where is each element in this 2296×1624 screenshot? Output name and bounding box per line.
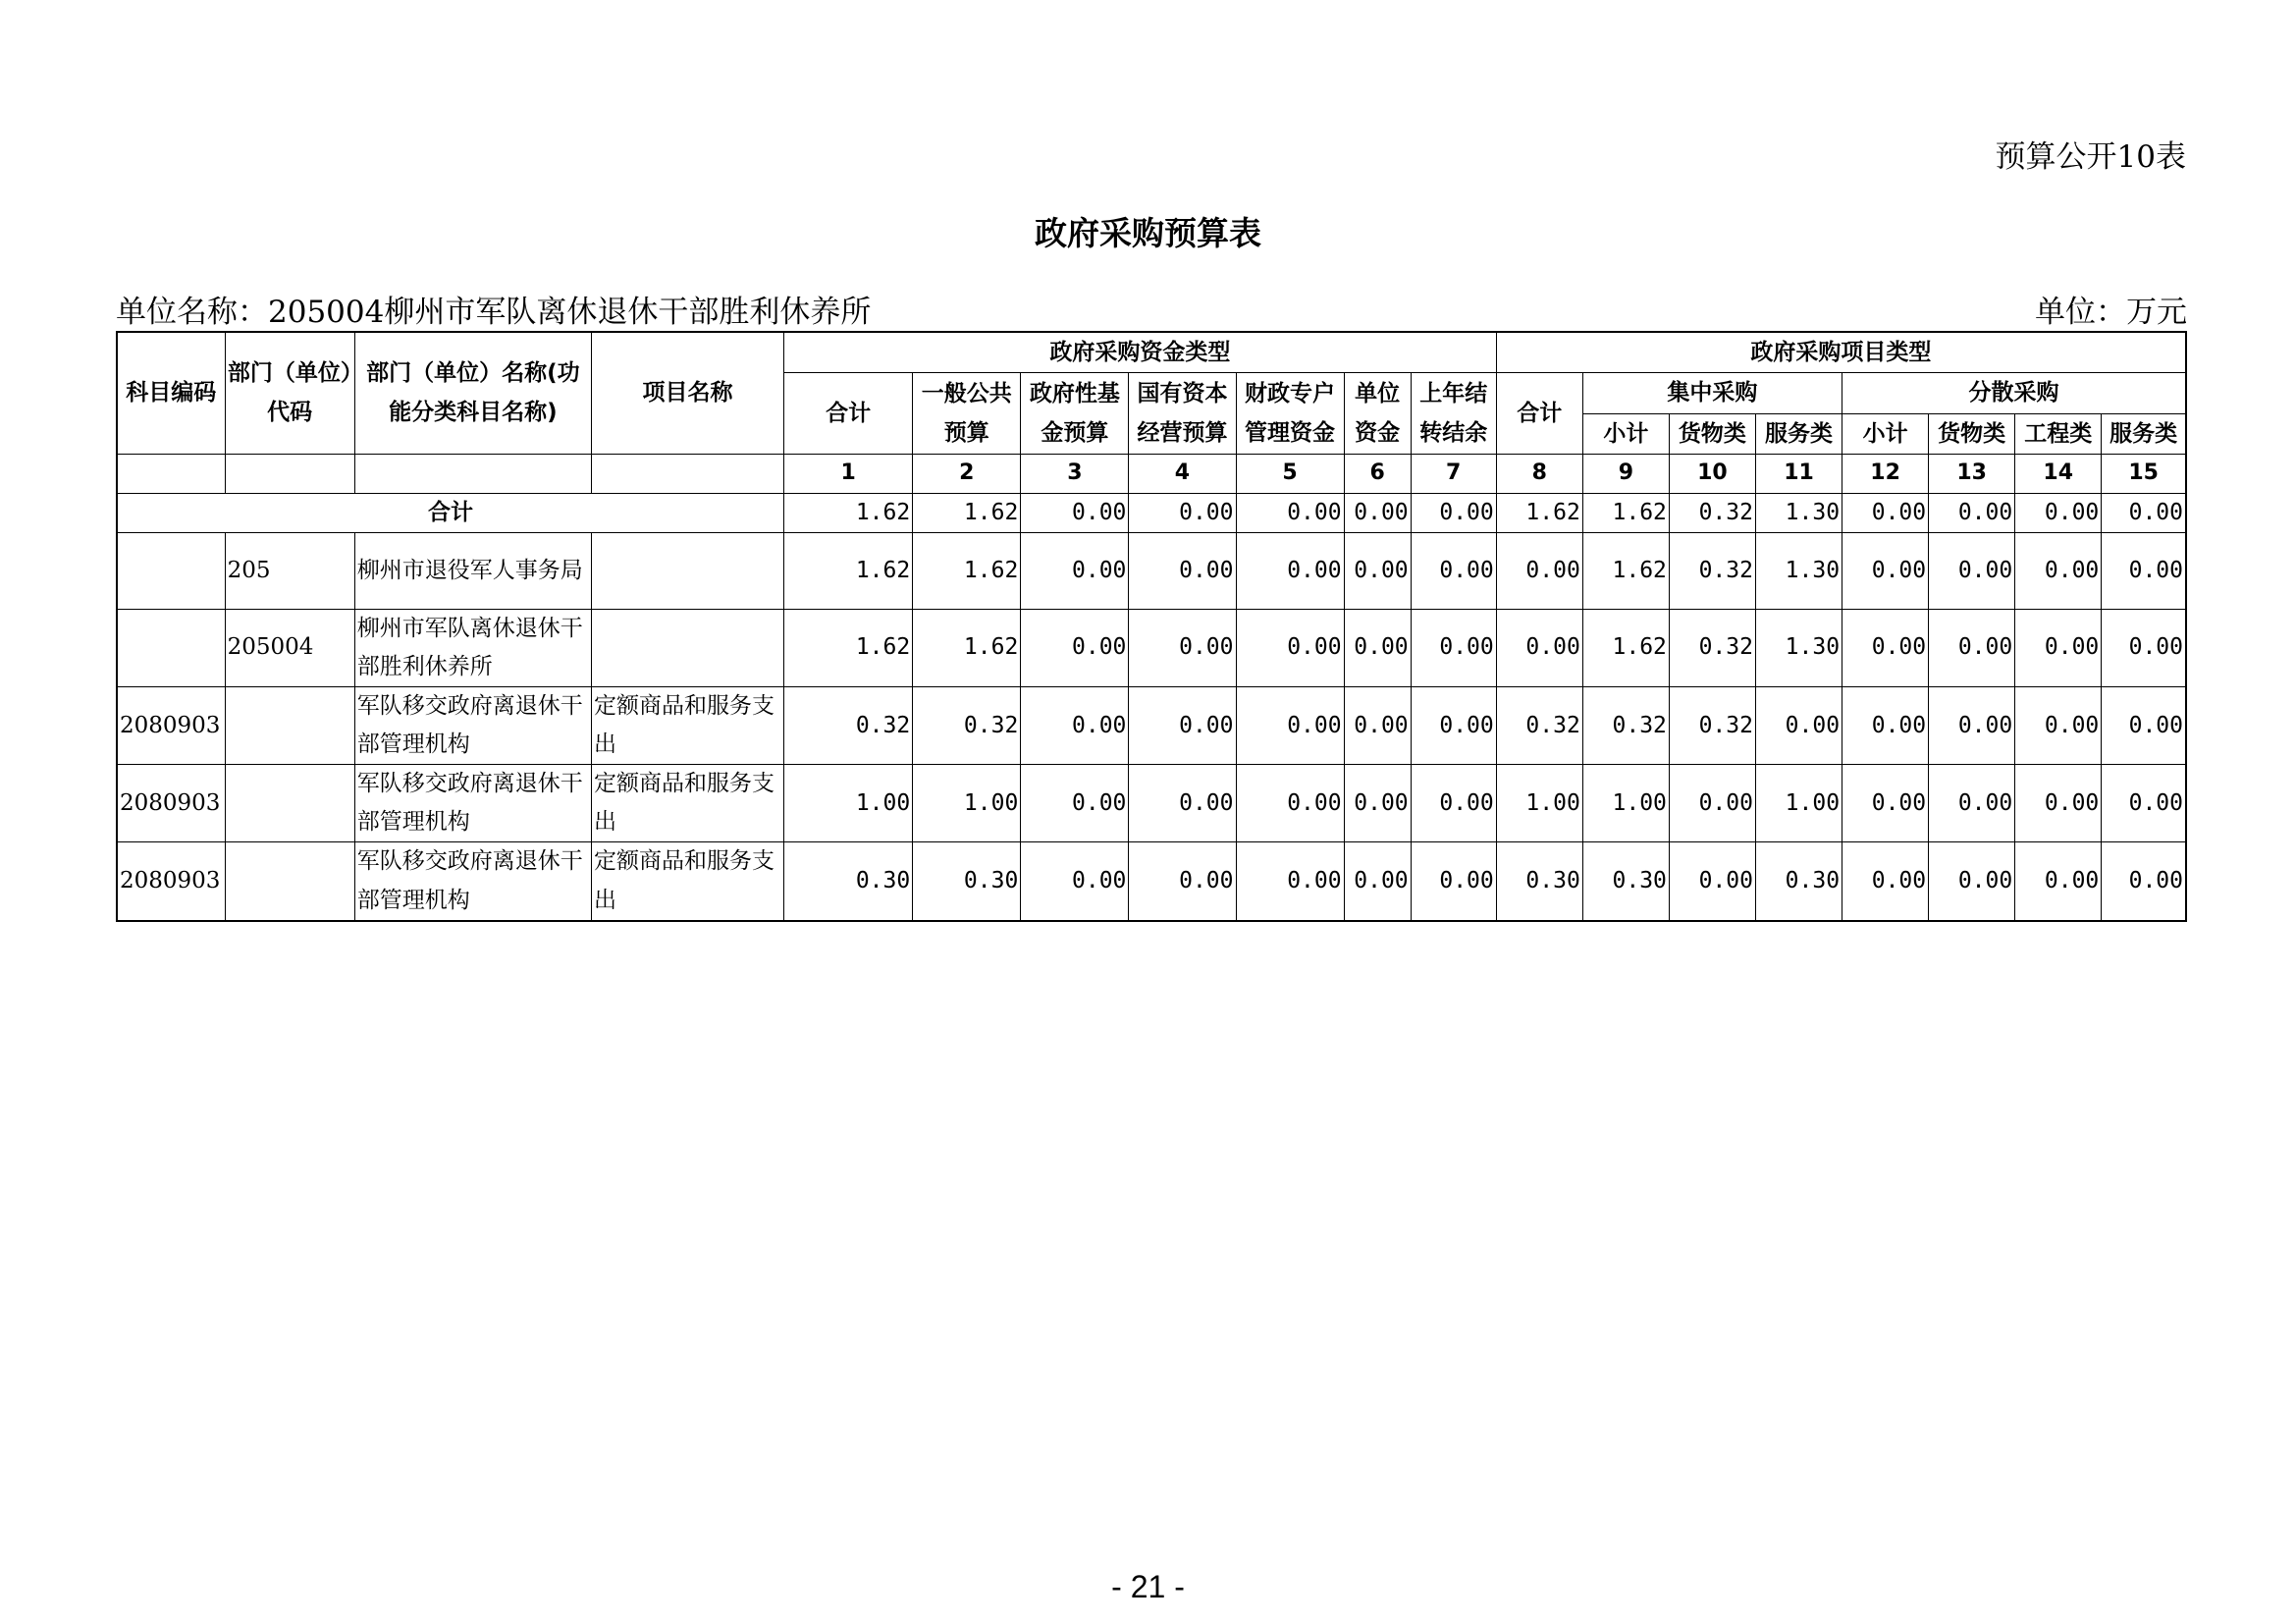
table-cell-value: 1.00	[1582, 765, 1669, 842]
page-title: 政府采购预算表	[1035, 214, 1261, 252]
table-cell-value: 0.32	[1496, 687, 1582, 765]
table-cell-value: 1.62	[784, 609, 913, 686]
table-cell-value: 0.00	[1236, 842, 1344, 921]
table-cell-value: 0.32	[1669, 493, 1755, 532]
header-project-name: 项目名称	[591, 332, 783, 454]
table-cell-value: 0.00	[1411, 493, 1496, 532]
table-cell-value: 0.00	[1129, 687, 1236, 765]
table-cell-value: 0.00	[1842, 609, 1929, 686]
header-dept-code: 部门（单位）代码	[225, 332, 354, 454]
table-cell-value: 0.00	[1929, 765, 2015, 842]
table-row	[117, 765, 2186, 842]
subject-code-cell: 2080903	[117, 842, 225, 921]
table-cell-value: 0.00	[1344, 493, 1411, 532]
column-number-blank	[354, 454, 591, 493]
table-cell-value: 0.00	[1496, 532, 1582, 609]
table-cell-value: 0.00	[1755, 687, 1842, 765]
table-cell-value: 0.00	[1929, 532, 2015, 609]
table-cell-value: 1.62	[913, 609, 1021, 686]
table-cell-value: 0.30	[1755, 842, 1842, 921]
column-number-blank	[591, 454, 783, 493]
table-cell-value: 0.00	[1236, 687, 1344, 765]
header-central-service: 服务类	[1755, 413, 1842, 454]
column-number: 10	[1669, 454, 1755, 493]
dept-code-cell	[225, 687, 354, 765]
column-number: 3	[1021, 454, 1129, 493]
table-cell-value: 1.00	[1496, 765, 1582, 842]
column-number-blank	[117, 454, 225, 493]
dept-code-cell: 205004	[225, 609, 354, 686]
subject-code-cell: 2080903	[117, 765, 225, 842]
table-cell-value: 0.00	[1344, 687, 1411, 765]
table-cell-value: 1.30	[1755, 493, 1842, 532]
table-cell-value: 1.00	[913, 765, 1021, 842]
table-cell-value: 0.00	[1411, 609, 1496, 686]
project-name-cell: 定额商品和服务支出	[591, 687, 783, 765]
table-cell-value: 0.00	[1129, 842, 1236, 921]
table-cell-value: 0.00	[1929, 609, 2015, 686]
column-number: 8	[1496, 454, 1582, 493]
table-cell-value: 0.00	[1929, 493, 2015, 532]
table-cell-value: 0.00	[1021, 842, 1129, 921]
column-number-row	[117, 454, 2186, 493]
dept-code-cell: 205	[225, 532, 354, 609]
table-cell-value: 1.62	[1582, 609, 1669, 686]
table-cell-value: 0.30	[784, 842, 913, 921]
table-cell-value: 0.00	[2102, 532, 2186, 609]
table-cell-value: 0.00	[1669, 842, 1755, 921]
table-cell-value: 0.00	[1929, 842, 2015, 921]
header-scattered-subtotal: 小计	[1842, 413, 1929, 454]
table-cell-value: 0.32	[913, 687, 1021, 765]
dept-name-cell: 柳州市军队离休退休干部胜利休养所	[354, 609, 591, 686]
table-cell-value: 0.00	[1129, 532, 1236, 609]
table-cell-value: 1.30	[1755, 532, 1842, 609]
table-cell-value: 1.00	[1755, 765, 1842, 842]
table-cell-value: 0.00	[1021, 609, 1129, 686]
table-cell-value: 1.30	[1755, 609, 1842, 686]
table-cell-value: 0.00	[1021, 532, 1129, 609]
table-cell-value: 1.62	[784, 532, 913, 609]
table-cell-value: 0.00	[2102, 493, 2186, 532]
header-carryover: 上年结转结余	[1411, 373, 1496, 455]
dept-name-cell: 军队移交政府离退休干部管理机构	[354, 765, 591, 842]
header-fund-total: 合计	[784, 373, 913, 455]
column-number: 14	[2015, 454, 2102, 493]
subject-code-cell: 2080903	[117, 687, 225, 765]
table-body	[117, 532, 2186, 920]
header-project-type-group: 政府采购项目类型	[1496, 332, 2186, 373]
column-number: 11	[1755, 454, 1842, 493]
table-cell-value: 0.32	[784, 687, 913, 765]
table-cell-value: 1.62	[913, 493, 1021, 532]
subject-code-cell	[117, 532, 225, 609]
header-state-capital-budget: 国有资本经营预算	[1129, 373, 1236, 455]
table-cell-value: 0.00	[1236, 609, 1344, 686]
table-cell-value: 0.00	[1236, 765, 1344, 842]
table-cell-value: 0.00	[1129, 493, 1236, 532]
table-cell-value: 0.00	[1411, 532, 1496, 609]
header-subject-code: 科目编码	[117, 332, 225, 454]
procurement-budget-table	[116, 331, 2187, 922]
subject-code-cell	[117, 609, 225, 686]
table-number-label: 预算公开10表	[1995, 139, 2186, 175]
table-cell-value: 0.00	[1236, 532, 1344, 609]
table-cell-value: 0.00	[2015, 493, 2102, 532]
dept-name-cell: 柳州市退役军人事务局	[354, 532, 591, 609]
dept-code-cell	[225, 842, 354, 921]
table-row	[117, 532, 2186, 609]
column-number: 1	[784, 454, 913, 493]
table-cell-value: 0.00	[2015, 687, 2102, 765]
header-unit-fund: 单位资金	[1344, 373, 1411, 455]
header-type-total: 合计	[1496, 373, 1582, 455]
table-total-row	[117, 493, 2186, 532]
project-name-cell: 定额商品和服务支出	[591, 842, 783, 921]
table-cell-value: 1.62	[1496, 493, 1582, 532]
table-cell-value: 0.32	[1669, 532, 1755, 609]
table-cell-value: 0.00	[1411, 765, 1496, 842]
dept-name-cell: 军队移交政府离退休干部管理机构	[354, 687, 591, 765]
header-fund-type-group: 政府采购资金类型	[784, 332, 1497, 373]
table-cell-value: 1.62	[784, 493, 913, 532]
table-cell-value: 0.00	[2102, 765, 2186, 842]
table-cell-value: 0.00	[1669, 765, 1755, 842]
column-number: 4	[1129, 454, 1236, 493]
project-name-cell: 定额商品和服务支出	[591, 765, 783, 842]
column-number: 5	[1236, 454, 1344, 493]
header-scattered-engineering: 工程类	[2015, 413, 2102, 454]
table-cell-value: 0.00	[1411, 687, 1496, 765]
table-cell-value: 1.62	[1582, 532, 1669, 609]
table-row	[117, 609, 2186, 686]
header-central-goods: 货物类	[1669, 413, 1755, 454]
header-gov-fund-budget: 政府性基金预算	[1021, 373, 1129, 455]
table-cell-value: 0.00	[1842, 532, 1929, 609]
table-cell-value: 0.00	[1842, 493, 1929, 532]
table-cell-value: 1.62	[913, 532, 1021, 609]
table-cell-value: 0.00	[1021, 765, 1129, 842]
table-cell-value: 0.00	[2102, 609, 2186, 686]
table-cell-value: 0.00	[1344, 765, 1411, 842]
column-number: 13	[1929, 454, 2015, 493]
column-number: 15	[2102, 454, 2186, 493]
table-cell-value: 0.00	[1842, 687, 1929, 765]
table-cell-value: 0.30	[1582, 842, 1669, 921]
table-cell-value: 0.32	[1582, 687, 1669, 765]
table-cell-value: 0.30	[913, 842, 1021, 921]
table-row	[117, 687, 2186, 765]
table-cell-value: 0.00	[2015, 765, 2102, 842]
header-dept-name: 部门（单位）名称(功能分类科目名称)	[354, 332, 591, 454]
table-cell-value: 1.00	[784, 765, 913, 842]
table-cell-value: 0.32	[1669, 687, 1755, 765]
table-cell-value: 0.00	[1021, 493, 1129, 532]
column-number: 2	[913, 454, 1021, 493]
table-cell-value: 0.00	[2102, 687, 2186, 765]
column-number: 12	[1842, 454, 1929, 493]
column-number: 7	[1411, 454, 1496, 493]
table-cell-value: 0.00	[1842, 842, 1929, 921]
table-cell-value: 0.00	[2015, 532, 2102, 609]
table-cell-value: 0.00	[1129, 765, 1236, 842]
column-number: 9	[1582, 454, 1669, 493]
table-cell-value: 0.00	[1021, 687, 1129, 765]
table-cell-value: 0.00	[1344, 609, 1411, 686]
header-central-group: 集中采购	[1582, 373, 1842, 413]
project-name-cell	[591, 609, 783, 686]
table-row	[117, 842, 2186, 921]
header-special-fund: 财政专户管理资金	[1236, 373, 1344, 455]
table-cell-value: 0.00	[2015, 842, 2102, 921]
header-general-budget: 一般公共预算	[913, 373, 1021, 455]
dept-code-cell	[225, 765, 354, 842]
header-scattered-service: 服务类	[2102, 413, 2186, 454]
header-central-subtotal: 小计	[1582, 413, 1669, 454]
project-name-cell	[591, 532, 783, 609]
table-cell-value: 0.00	[2102, 842, 2186, 921]
unit-name-label: 单位名称：205004柳州市军队离休退休干部胜利休养所	[116, 295, 872, 330]
table-cell-value: 0.00	[1411, 842, 1496, 921]
dept-name-cell: 军队移交政府离退休干部管理机构	[354, 842, 591, 921]
total-row-label: 合计	[117, 493, 784, 532]
table-cell-value: 0.00	[1842, 765, 1929, 842]
table-cell-value: 1.62	[1582, 493, 1669, 532]
header-scattered-group: 分散采购	[1842, 373, 2186, 413]
column-number: 6	[1344, 454, 1411, 493]
table-cell-value: 0.00	[1236, 493, 1344, 532]
table-cell-value: 0.00	[1929, 687, 2015, 765]
table-cell-value: 0.00	[2015, 609, 2102, 686]
currency-unit-label: 单位：万元	[2035, 295, 2187, 330]
table-cell-value: 0.00	[1496, 609, 1582, 686]
page-number: - 21 -	[1111, 1569, 1185, 1604]
column-number-blank	[225, 454, 354, 493]
table-cell-value: 0.30	[1496, 842, 1582, 921]
table-cell-value: 0.32	[1669, 609, 1755, 686]
table-cell-value: 0.00	[1344, 842, 1411, 921]
table-cell-value: 0.00	[1344, 532, 1411, 609]
header-scattered-goods: 货物类	[1929, 413, 2015, 454]
table-cell-value: 0.00	[1129, 609, 1236, 686]
